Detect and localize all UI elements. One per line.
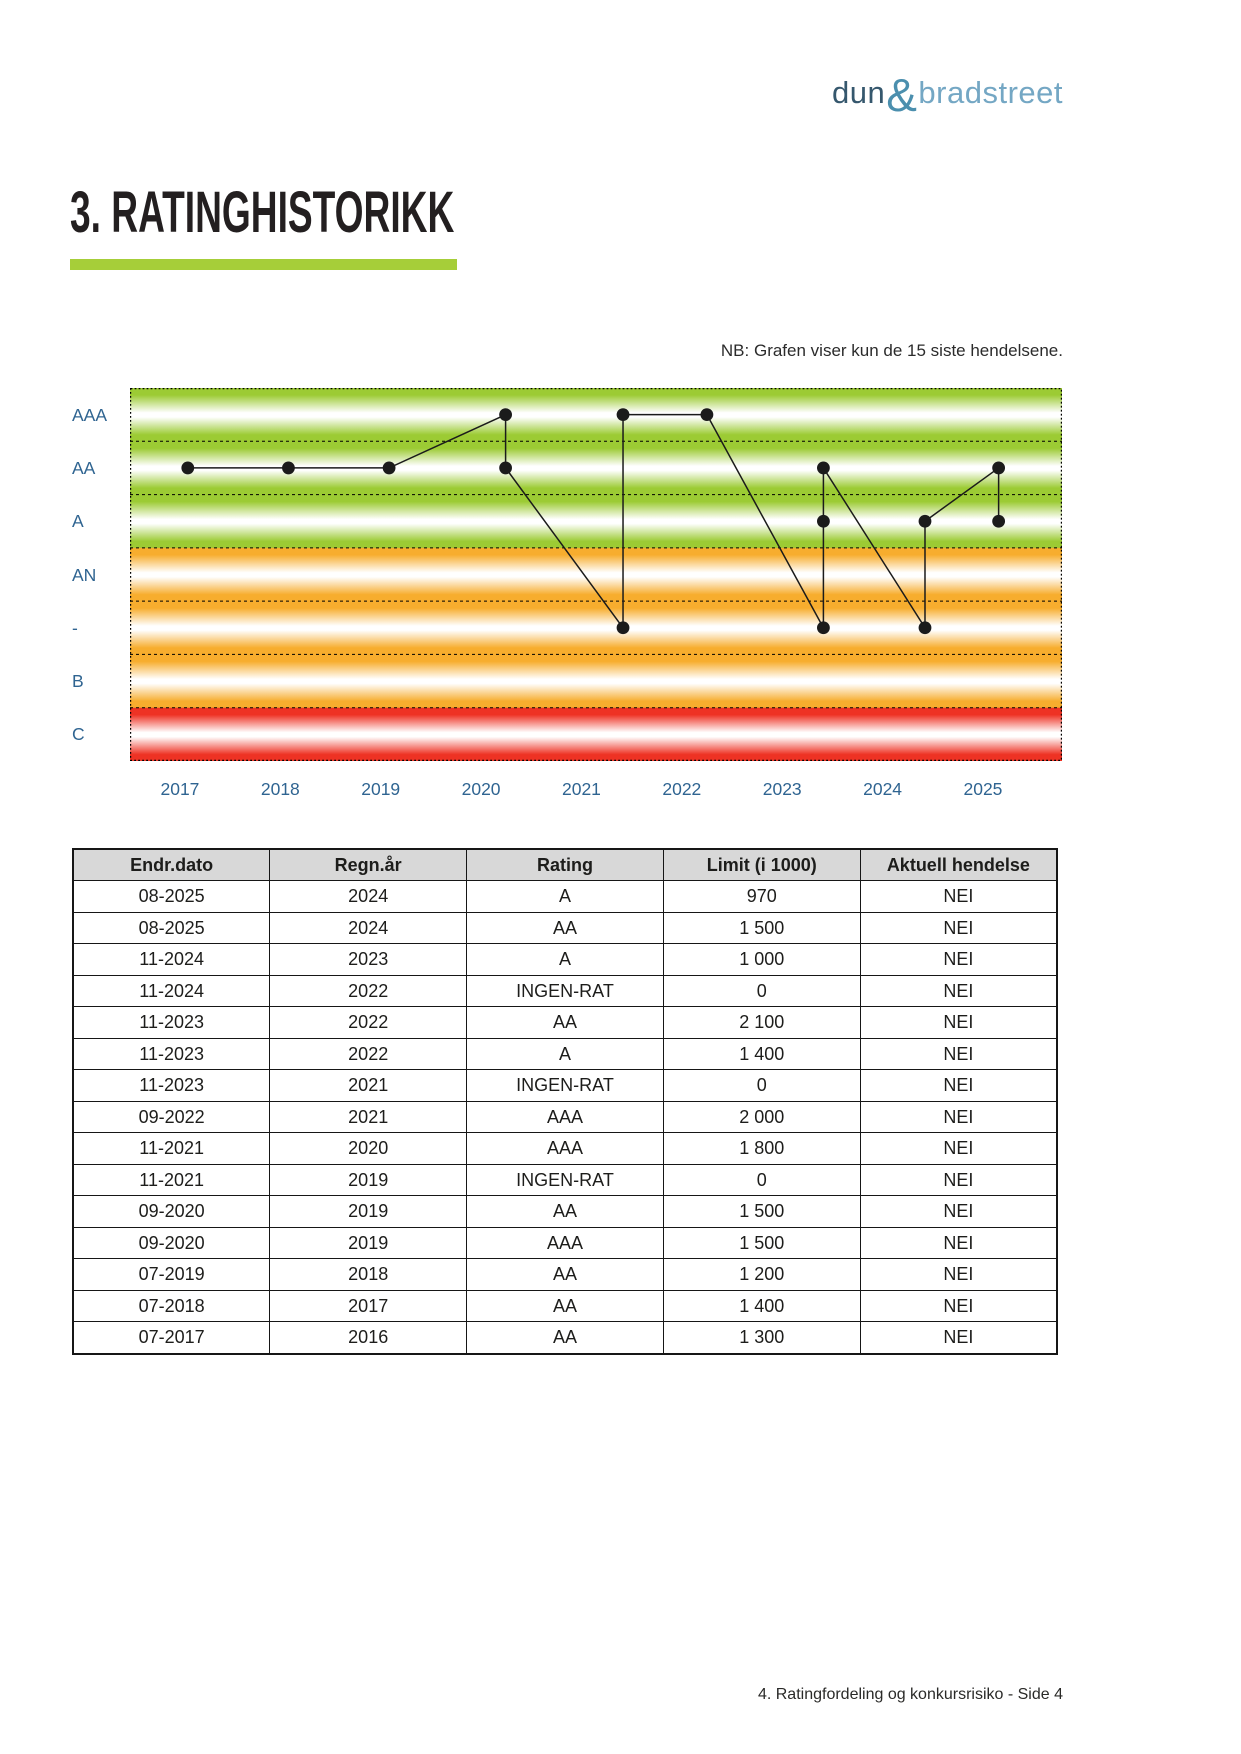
table-header	[73, 849, 1057, 881]
table-cell: NEI	[860, 975, 1057, 1007]
x-axis-label-2018: 2018	[260, 779, 300, 799]
table-row	[73, 1038, 1057, 1070]
table-cell: NEI	[860, 912, 1057, 944]
table-cell: AA	[467, 1007, 664, 1039]
y-axis-label--: -	[72, 617, 78, 638]
table-body	[73, 881, 1057, 1354]
table-cell: 11-2021	[73, 1164, 270, 1196]
data-point	[617, 621, 630, 634]
table-cell: 2016	[270, 1322, 467, 1354]
y-axis-label-b: B	[72, 671, 84, 692]
data-point	[499, 408, 512, 421]
data-point	[919, 621, 932, 634]
y-axis-label-aaa: AAA	[72, 404, 108, 425]
table-header-cell: Endr.dato	[73, 849, 270, 881]
page-footer: 4. Ratingfordeling og konkursrisiko - Side 4	[757, 1686, 1063, 1703]
table-cell: NEI	[860, 1227, 1057, 1259]
table-cell: AA	[467, 1322, 664, 1354]
table-cell: 2021	[270, 1101, 467, 1133]
data-point	[617, 408, 630, 421]
table-cell: 2021	[270, 1070, 467, 1102]
table-cell: 2019	[270, 1227, 467, 1259]
table-cell: 2020	[270, 1133, 467, 1165]
rating-chart-plot	[130, 388, 1062, 761]
table-cell: 11-2021	[73, 1133, 270, 1165]
table-cell: NEI	[860, 1290, 1057, 1322]
table-cell: 2022	[270, 1007, 467, 1039]
table-row	[73, 944, 1057, 976]
table-row	[73, 1133, 1057, 1165]
title-underline-bar	[70, 259, 457, 270]
table-cell: NEI	[860, 944, 1057, 976]
table-row	[73, 975, 1057, 1007]
table-cell: 2023	[270, 944, 467, 976]
x-axis-label-2021: 2021	[561, 779, 601, 799]
table-cell: INGEN-RAT	[467, 1070, 664, 1102]
table-cell: 2019	[270, 1164, 467, 1196]
table-cell: A	[467, 944, 664, 976]
table-cell: NEI	[860, 1070, 1057, 1102]
data-point	[383, 462, 396, 475]
table-row	[73, 1227, 1057, 1259]
table-cell: 11-2023	[73, 1070, 270, 1102]
table-cell: NEI	[860, 1164, 1057, 1196]
table-cell: 970	[663, 881, 860, 913]
table-cell: 11-2024	[73, 944, 270, 976]
chart-y-axis	[72, 388, 126, 761]
table-cell: INGEN-RAT	[467, 1164, 664, 1196]
rating-history-table	[72, 848, 1058, 1355]
table-cell: 1 500	[663, 1227, 860, 1259]
table-cell: 09-2022	[73, 1101, 270, 1133]
table-cell: 1 200	[663, 1259, 860, 1291]
table-header-row	[73, 849, 1057, 881]
table-cell: NEI	[860, 1259, 1057, 1291]
x-axis-label-2017: 2017	[160, 779, 200, 799]
table-cell: 2022	[270, 975, 467, 1007]
rating-band-b	[130, 654, 1062, 708]
table-row	[73, 1164, 1057, 1196]
table-row	[73, 1101, 1057, 1133]
table-cell: 2024	[270, 912, 467, 944]
table-cell: NEI	[860, 1322, 1057, 1354]
table-cell: AAA	[467, 1227, 664, 1259]
data-point	[817, 515, 830, 528]
table-cell: INGEN-RAT	[467, 975, 664, 1007]
rating-band-c	[130, 708, 1062, 761]
table-cell: 2022	[270, 1038, 467, 1070]
table-cell: 1 500	[663, 1196, 860, 1228]
logo-text-dun: dun	[832, 75, 886, 110]
y-axis-label-an: AN	[72, 564, 97, 585]
table-cell: AAA	[467, 1101, 664, 1133]
table-cell: 2 100	[663, 1007, 860, 1039]
logo-ampersand-icon: &	[886, 69, 918, 121]
table-cell: 1 300	[663, 1322, 860, 1354]
table-row	[73, 1070, 1057, 1102]
x-axis-label-2022: 2022	[662, 779, 702, 799]
table-cell: 1 400	[663, 1290, 860, 1322]
table-cell: NEI	[860, 1038, 1057, 1070]
table-cell: NEI	[860, 1101, 1057, 1133]
table-cell: 08-2025	[73, 881, 270, 913]
table-cell: 09-2020	[73, 1227, 270, 1259]
table-cell: NEI	[860, 881, 1057, 913]
table-cell: 1 800	[663, 1133, 860, 1165]
x-axis-label-2024: 2024	[863, 779, 903, 799]
rating-band-aaa	[130, 388, 1062, 442]
table-cell: 2 000	[663, 1101, 860, 1133]
table-row	[73, 912, 1057, 944]
logo-text-bradstreet: bradstreet	[918, 75, 1063, 110]
table-cell: 07-2017	[73, 1322, 270, 1354]
table-header-cell: Aktuell hendelse	[860, 849, 1057, 881]
table-header-cell: Limit (i 1000)	[663, 849, 860, 881]
table-row	[73, 1290, 1057, 1322]
chart-x-axis	[130, 779, 1062, 803]
table-cell: AAA	[467, 1133, 664, 1165]
table-cell: 07-2019	[73, 1259, 270, 1291]
data-point	[992, 462, 1005, 475]
data-point	[499, 462, 512, 475]
table-header-cell: Regn.år	[270, 849, 467, 881]
x-axis-label-2020: 2020	[461, 779, 501, 799]
chart-note: NB: Grafen viser kun de 15 siste hendelsene.	[720, 341, 1063, 360]
x-axis-label-2019: 2019	[361, 779, 401, 799]
table-cell: A	[467, 1038, 664, 1070]
table-row	[73, 1196, 1057, 1228]
table-cell: NEI	[860, 1196, 1057, 1228]
y-axis-label-c: C	[72, 724, 85, 745]
table-cell: 1 000	[663, 944, 860, 976]
table-cell: AA	[467, 912, 664, 944]
table-cell: 0	[663, 1164, 860, 1196]
x-axis-label-2023: 2023	[762, 779, 802, 799]
table-cell: AA	[467, 1196, 664, 1228]
table-cell: AA	[467, 1290, 664, 1322]
table-header-cell: Rating	[467, 849, 664, 881]
table-row	[73, 1322, 1057, 1354]
data-point	[992, 515, 1005, 528]
table-cell: 11-2023	[73, 1038, 270, 1070]
data-point	[181, 462, 194, 475]
table-cell: NEI	[860, 1007, 1057, 1039]
data-point	[282, 462, 295, 475]
table-row	[73, 881, 1057, 913]
table-cell: 2017	[270, 1290, 467, 1322]
table-cell: 08-2025	[73, 912, 270, 944]
table-cell: 11-2023	[73, 1007, 270, 1039]
data-point	[701, 408, 714, 421]
table-cell: 0	[663, 1070, 860, 1102]
table-row	[73, 1007, 1057, 1039]
table-cell: A	[467, 881, 664, 913]
table-row	[73, 1259, 1057, 1291]
table-cell: 0	[663, 975, 860, 1007]
data-point	[817, 462, 830, 475]
table-cell: 1 500	[663, 912, 860, 944]
table-cell: 1 400	[663, 1038, 860, 1070]
y-axis-label-aa: AA	[72, 457, 96, 478]
data-point	[817, 621, 830, 634]
table-cell: 09-2020	[73, 1196, 270, 1228]
rating-band-an	[130, 548, 1062, 602]
dnb-logo	[832, 68, 1063, 122]
x-axis-label-2025: 2025	[963, 779, 1003, 799]
data-point	[919, 515, 932, 528]
table-cell: AA	[467, 1259, 664, 1291]
table-cell: 07-2018	[73, 1290, 270, 1322]
page-title: 3. RATINGHISTORIKK	[70, 180, 455, 245]
table-cell: 2024	[270, 881, 467, 913]
table-cell: 2019	[270, 1196, 467, 1228]
y-axis-label-a: A	[72, 511, 84, 532]
table-cell: 2018	[270, 1259, 467, 1291]
table-cell: NEI	[860, 1133, 1057, 1165]
table-cell: 11-2024	[73, 975, 270, 1007]
